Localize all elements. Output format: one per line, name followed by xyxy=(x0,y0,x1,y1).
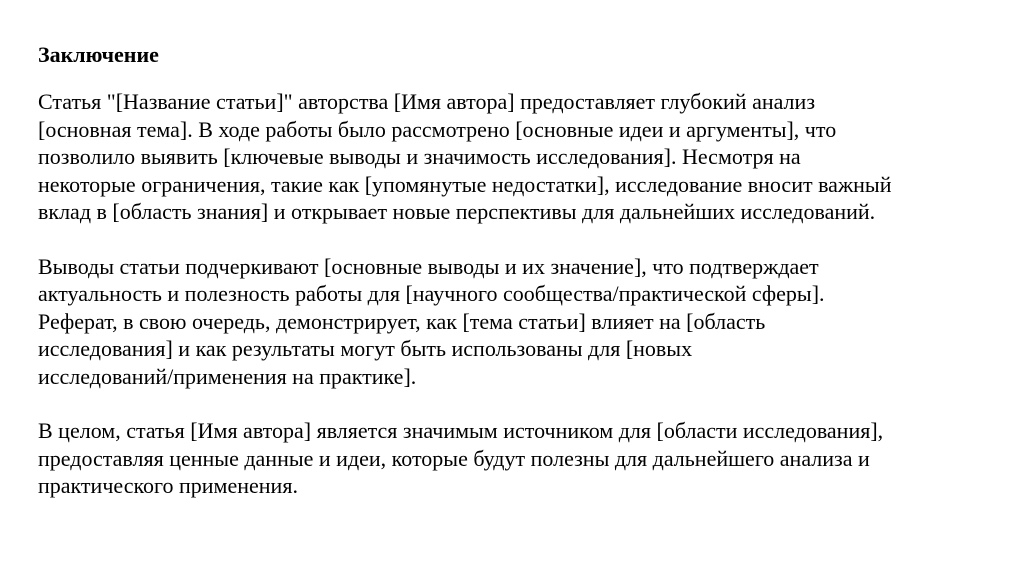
paragraph-line: вклад в [область знания] и открывает новые перспективы для дальнейших исследований. xyxy=(38,199,876,224)
paragraph-line: предоставляя ценные данные и идеи, которые будут полезны для дальнейшего анализа и xyxy=(38,445,870,471)
paragraph-line: Выводы статьи подчеркивают [основные выводы и их значение], что подтверждает xyxy=(38,253,819,279)
paragraph-line: В целом, статья [Имя автора] является значимым источником для [области исследования], xyxy=(38,418,884,443)
paragraph-line: практического применения. xyxy=(38,473,298,498)
paragraph-line: Статья "[Название статьи]" авторства [Имя автора] предоставляет глубокий анализ xyxy=(38,89,816,114)
paragraph-3 xyxy=(38,417,998,500)
paragraph-line: [основная тема]. В ходе работы было рассмотрено [основные идеи и аргументы], что xyxy=(38,116,837,142)
paragraph-line: позволило выявить [ключевые выводы и значимость исследования]. Несмотря на xyxy=(38,144,801,169)
document-page xyxy=(38,40,998,527)
paragraph-line: актуальность и полезность работы для [научного сообщества/практической сферы]. xyxy=(38,281,825,306)
paragraph-line: исследований/применения на практике]. xyxy=(38,363,417,389)
section-heading: Заключение xyxy=(38,42,159,67)
paragraph-line: исследования] и как результаты могут быть использованы для [новых xyxy=(38,336,693,361)
paragraph-line: Реферат, в свою очередь, демонстрирует, как [тема статьи] влияет на [область xyxy=(38,308,766,334)
paragraph-1 xyxy=(38,88,998,226)
paragraph-line: некоторые ограничения, такие как [упомянутые недостатки], исследование вносит важный xyxy=(38,171,892,197)
paragraph-2 xyxy=(38,253,998,391)
